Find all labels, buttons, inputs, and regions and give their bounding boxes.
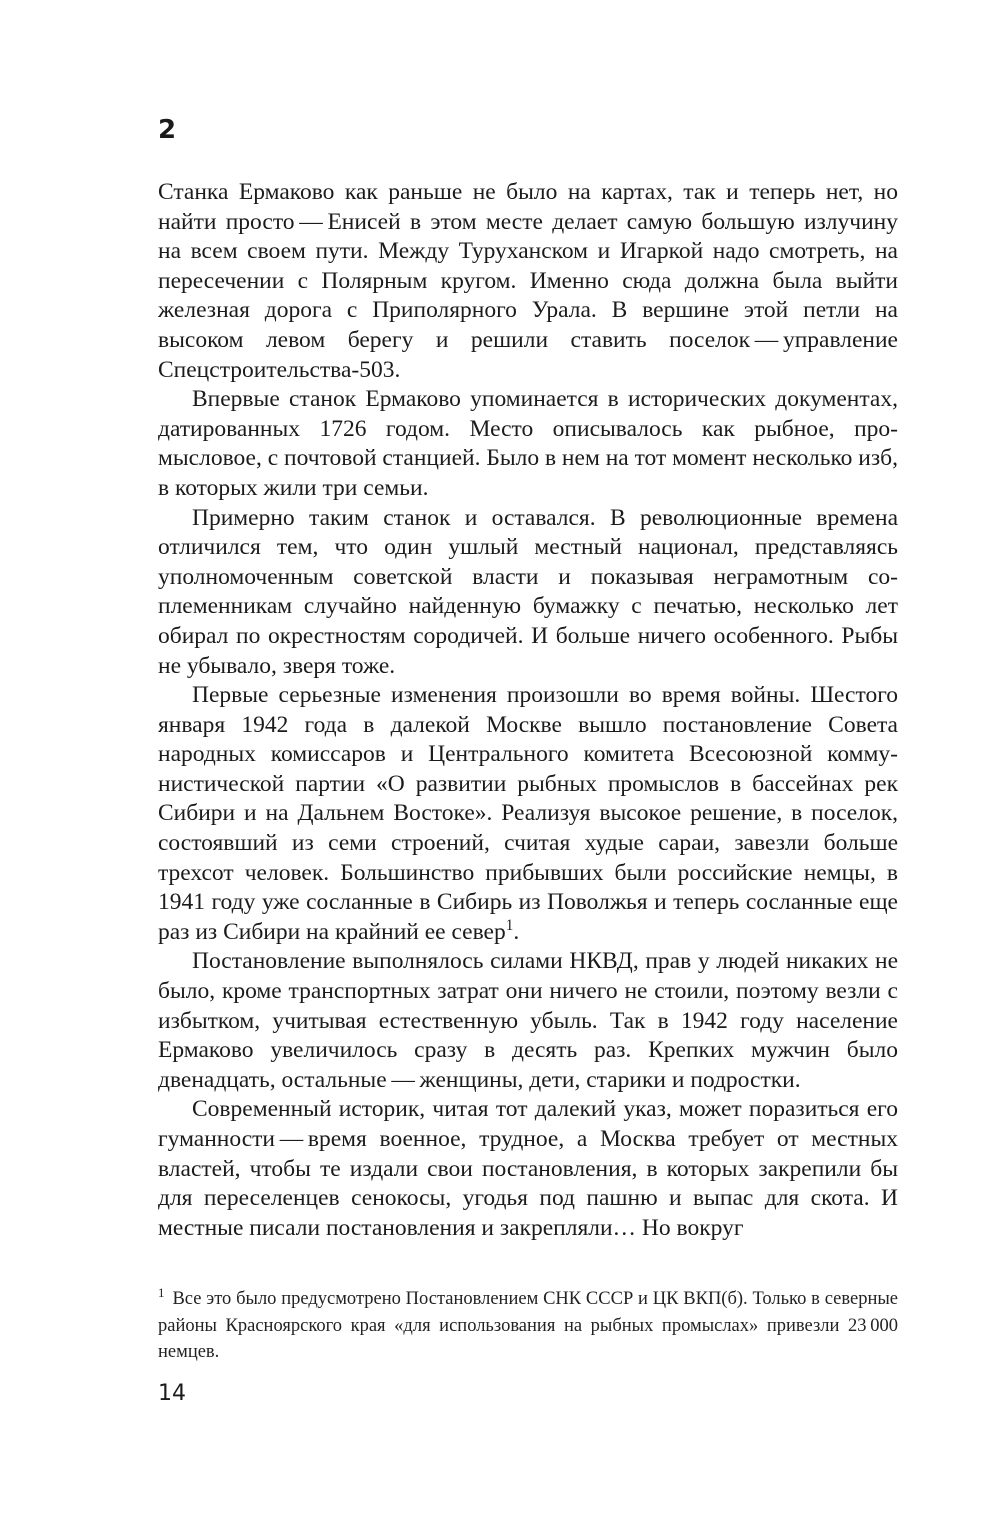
paragraph-text: Первые серьезные изменения произошли во время войны. Шестого января 1942 года в далекой Москве вышло постановление Совета народных комиссаров и Центрального комитета Всесоюзной коммунистической партии «О развитии рыбных промыслов в бассейнах рек Сибири и на Дальнем Востоке». Реализуя высокое решение, в поселок, состоявший из семи строений, считая худые сараи, завезли больше трехсот человек. Большинство прибывших были российские немцы, в 1941 году уже сосланные в Сибирь из Поволжья и теперь сосланные еще раз из Сибири на крайний ее север [158,682,898,945]
paragraph: Первые серьезные изменения произошли во время войны. Шестого января 1942 года в далекой Москве вышло постановление Совета народных комиссаров и Центрального комитета Всесоюзной коммунистической партии «О развитии рыбных промыслов в бассейнах рек Сибири и на Дальнем Востоке». Реализуя высокое решение, в поселок, состоявший из семи строений, считая худые сараи, завезли больше трехсот человек. Большинство прибывших были российские немцы, в 1941 году уже сосланные в Сибирь из Поволжья и теперь сосланные еще раз из Сибири на крайний ее север$^1$. [158,682,898,945]
paragraph: Впервые станок Ермаково упоминается в исторических документах, датированных 1726 годом. Место описывалось как рыбное, промысловое, с почтовой станцией. Было в нем на тот момент несколько изб, в которых жили три семьи. [158,386,898,501]
footnote-text: Все это было предусмотрено Постановлением СНК СССР и ЦК ВКП(б). Только в северные районы Красноярского края «для использования на рыбных промыслах» привезли 23 000 немцев. [158,1289,898,1362]
paragraph: Современный историк, читая тот далекий указ, может поразиться его гуманности — время военное, трудное, а Москва требует от местных властей, чтобы те издали свои постановления, в которых закрепили бы для переселенцев сенокосы, угодья под пашню и выпас для скота. И местные писали постановления и закрепляли… Но вокруг [158,1096,898,1241]
chapter-body [158,178,898,1243]
footnote [158,1286,898,1366]
footnote-number: 1 [158,1284,165,1300]
footnote-reference: 1 [505,917,514,935]
paragraph: Постановление выполнялось силами НКВД, прав у людей никаких не было, кроме транспортных затрат они ничего не стоили, поэтому везли с избытком, учитывая естественную убыль. Так в 1942 году население Ермаково увеличилось сразу в десять раз. Крепких мужчин было двенадцать, остальные — женщины, дети, старики и подростки. [158,948,898,1093]
paragraph: Примерно таким станок и оставался. В революционные времена отличился тем, что один ушлый местный национал, представляясь уполномоченным советской власти и показывая неграмотным соплеменникам случайно найденную бумажку с печатью, несколько лет обирал по окрестностям сородичей. И больше ничего особенного. Рыбы не убывало, зверя тоже. [158,504,898,679]
page-number: 14 [158,1381,186,1406]
chapter-number: 2 [158,115,177,145]
paragraph: Станка Ермаково как раньше не было на картах, так и теперь нет, но найти просто — Енисей в этом месте делает самую большую излучину на всем своем пути. Между Туруханском и Игаркой надо смотреть, на пересечении с Полярным кругом. Именно сюда должна была выйти железная дорога с Приполярного Урала. В вершине этой петли на высоком левом берегу и решили ставить поселок — управление Спецстроительства-503. [158,179,898,383]
